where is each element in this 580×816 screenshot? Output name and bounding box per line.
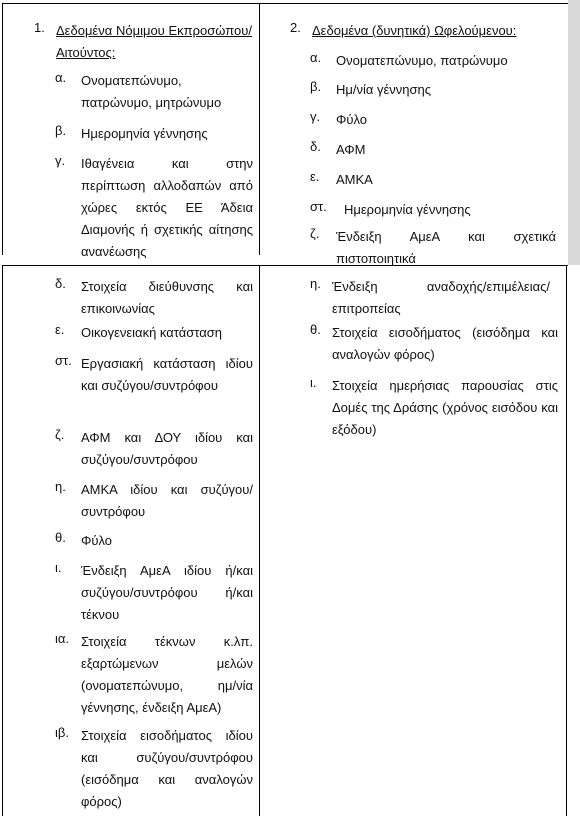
item-label: ια. [55, 631, 70, 646]
item-label: η. [55, 479, 66, 494]
item-label: β. [55, 123, 67, 138]
item-text: Ονοματεπώνυμο, πατρώνυμο, μητρώνυμο [81, 73, 222, 110]
table-left-border-lower [2, 265, 3, 816]
item-text: Οικογενειακή κατάσταση [81, 325, 222, 340]
item-text: Ένδειξη αναδοχής/επιμέλειας/επιτροπείας [332, 279, 550, 316]
item-label: γ. [55, 153, 66, 168]
item-label: ιβ. [55, 725, 69, 740]
item-label: ζ. [55, 427, 65, 442]
item-text: Φύλο [81, 533, 113, 548]
item-text: Στοιχεία εισοδήματος ιδίου και συζύγου/συντρόφου (εισόδημα και αναλογών φόρος) [81, 728, 253, 809]
item-text: Φύλο [336, 112, 368, 127]
section2-title: Δεδομένα (δυνητικά) Ωφελούμενου: [312, 23, 517, 38]
table-column-divider-upper [259, 3, 260, 255]
section1-number: 1. [34, 20, 45, 35]
item-text: ΑΜΚΑ ιδίου και συζύγου/συντρόφου [81, 482, 253, 519]
item-text: Ένδειξη ΑμεΑ και σχετικά πιστοποιητικά [336, 229, 556, 266]
item-label: β. [310, 79, 322, 94]
item-text: Ένδειξη ΑμεΑ ιδίου ή/και συζύγου/συντρόφου ή/και τέκνου [81, 563, 253, 622]
item-text: Ημερομηνία γέννησης [344, 202, 471, 217]
item-text: Στοιχεία ημερήσιας παρουσίας στις Δομές της Δράσης (χρόνος εισόδου και εξόδου) [332, 378, 558, 437]
item-label: ζ. [310, 226, 320, 241]
item-label: δ. [310, 139, 321, 154]
item-text: ΑΜΚΑ [336, 172, 373, 187]
table-left-border-upper [2, 3, 3, 255]
section2-item-z [310, 226, 558, 266]
scroll-shade-strip [568, 0, 580, 265]
item-text: ΑΦΜ [336, 142, 366, 157]
item-text: ΑΦΜ και ΔΟΥ ιδίου και συζύγου/συντρόφου [81, 430, 253, 467]
section2-number: 2. [290, 20, 301, 35]
item-text: Εργασιακή κατάσταση ιδίου και συζύγου/συντρόφου [81, 356, 253, 393]
item-label: ι. [310, 375, 317, 390]
item-label: ε. [55, 322, 65, 337]
item-label: γ. [310, 109, 321, 124]
item-label: ε. [310, 169, 320, 184]
item-text: Ιθαγένεια και στην περίπτωση αλλοδαπών από χώρες εκτός ΕΕ Άδεια Διαμονής ή σχετικής αίτησης ανανέωσης [81, 156, 253, 259]
section1-title: Δεδομένα Νόμιμου Εκπροσώπου/Αιτούντος: [56, 23, 252, 60]
item-label: θ. [310, 322, 321, 337]
item-label: α. [55, 70, 67, 85]
item-text: Ημερομηνία γέννησης [81, 126, 208, 141]
item-label: α. [310, 50, 322, 65]
item-text: Ημ/νία γέννησης [336, 82, 432, 97]
item-label: δ. [55, 276, 66, 291]
table-column-divider-lower [259, 265, 260, 816]
item-label: η. [310, 276, 321, 291]
item-label: στ. [310, 199, 327, 214]
item-text: Ονοματεπώνυμο, πατρώνυμο [336, 53, 508, 68]
item-label: στ. [55, 353, 72, 368]
item-text: Στοιχεία εισοδήματος (εισόδημα και αναλογών φόρος) [332, 325, 558, 362]
table-right-border-lower [566, 265, 567, 816]
table-top-border [2, 3, 570, 4]
item-text: Στοιχεία τέκνων κ.λπ. εξαρτώμενων μελών (ονοματεπώνυμο, ημ/νία γέννησης, ένδειξη ΑμεΑ) [81, 634, 253, 715]
item-label: θ. [55, 530, 66, 545]
item-label: ι. [55, 560, 62, 575]
item-text: Στοιχεία διεύθυνσης και επικοινωνίας [81, 279, 253, 316]
